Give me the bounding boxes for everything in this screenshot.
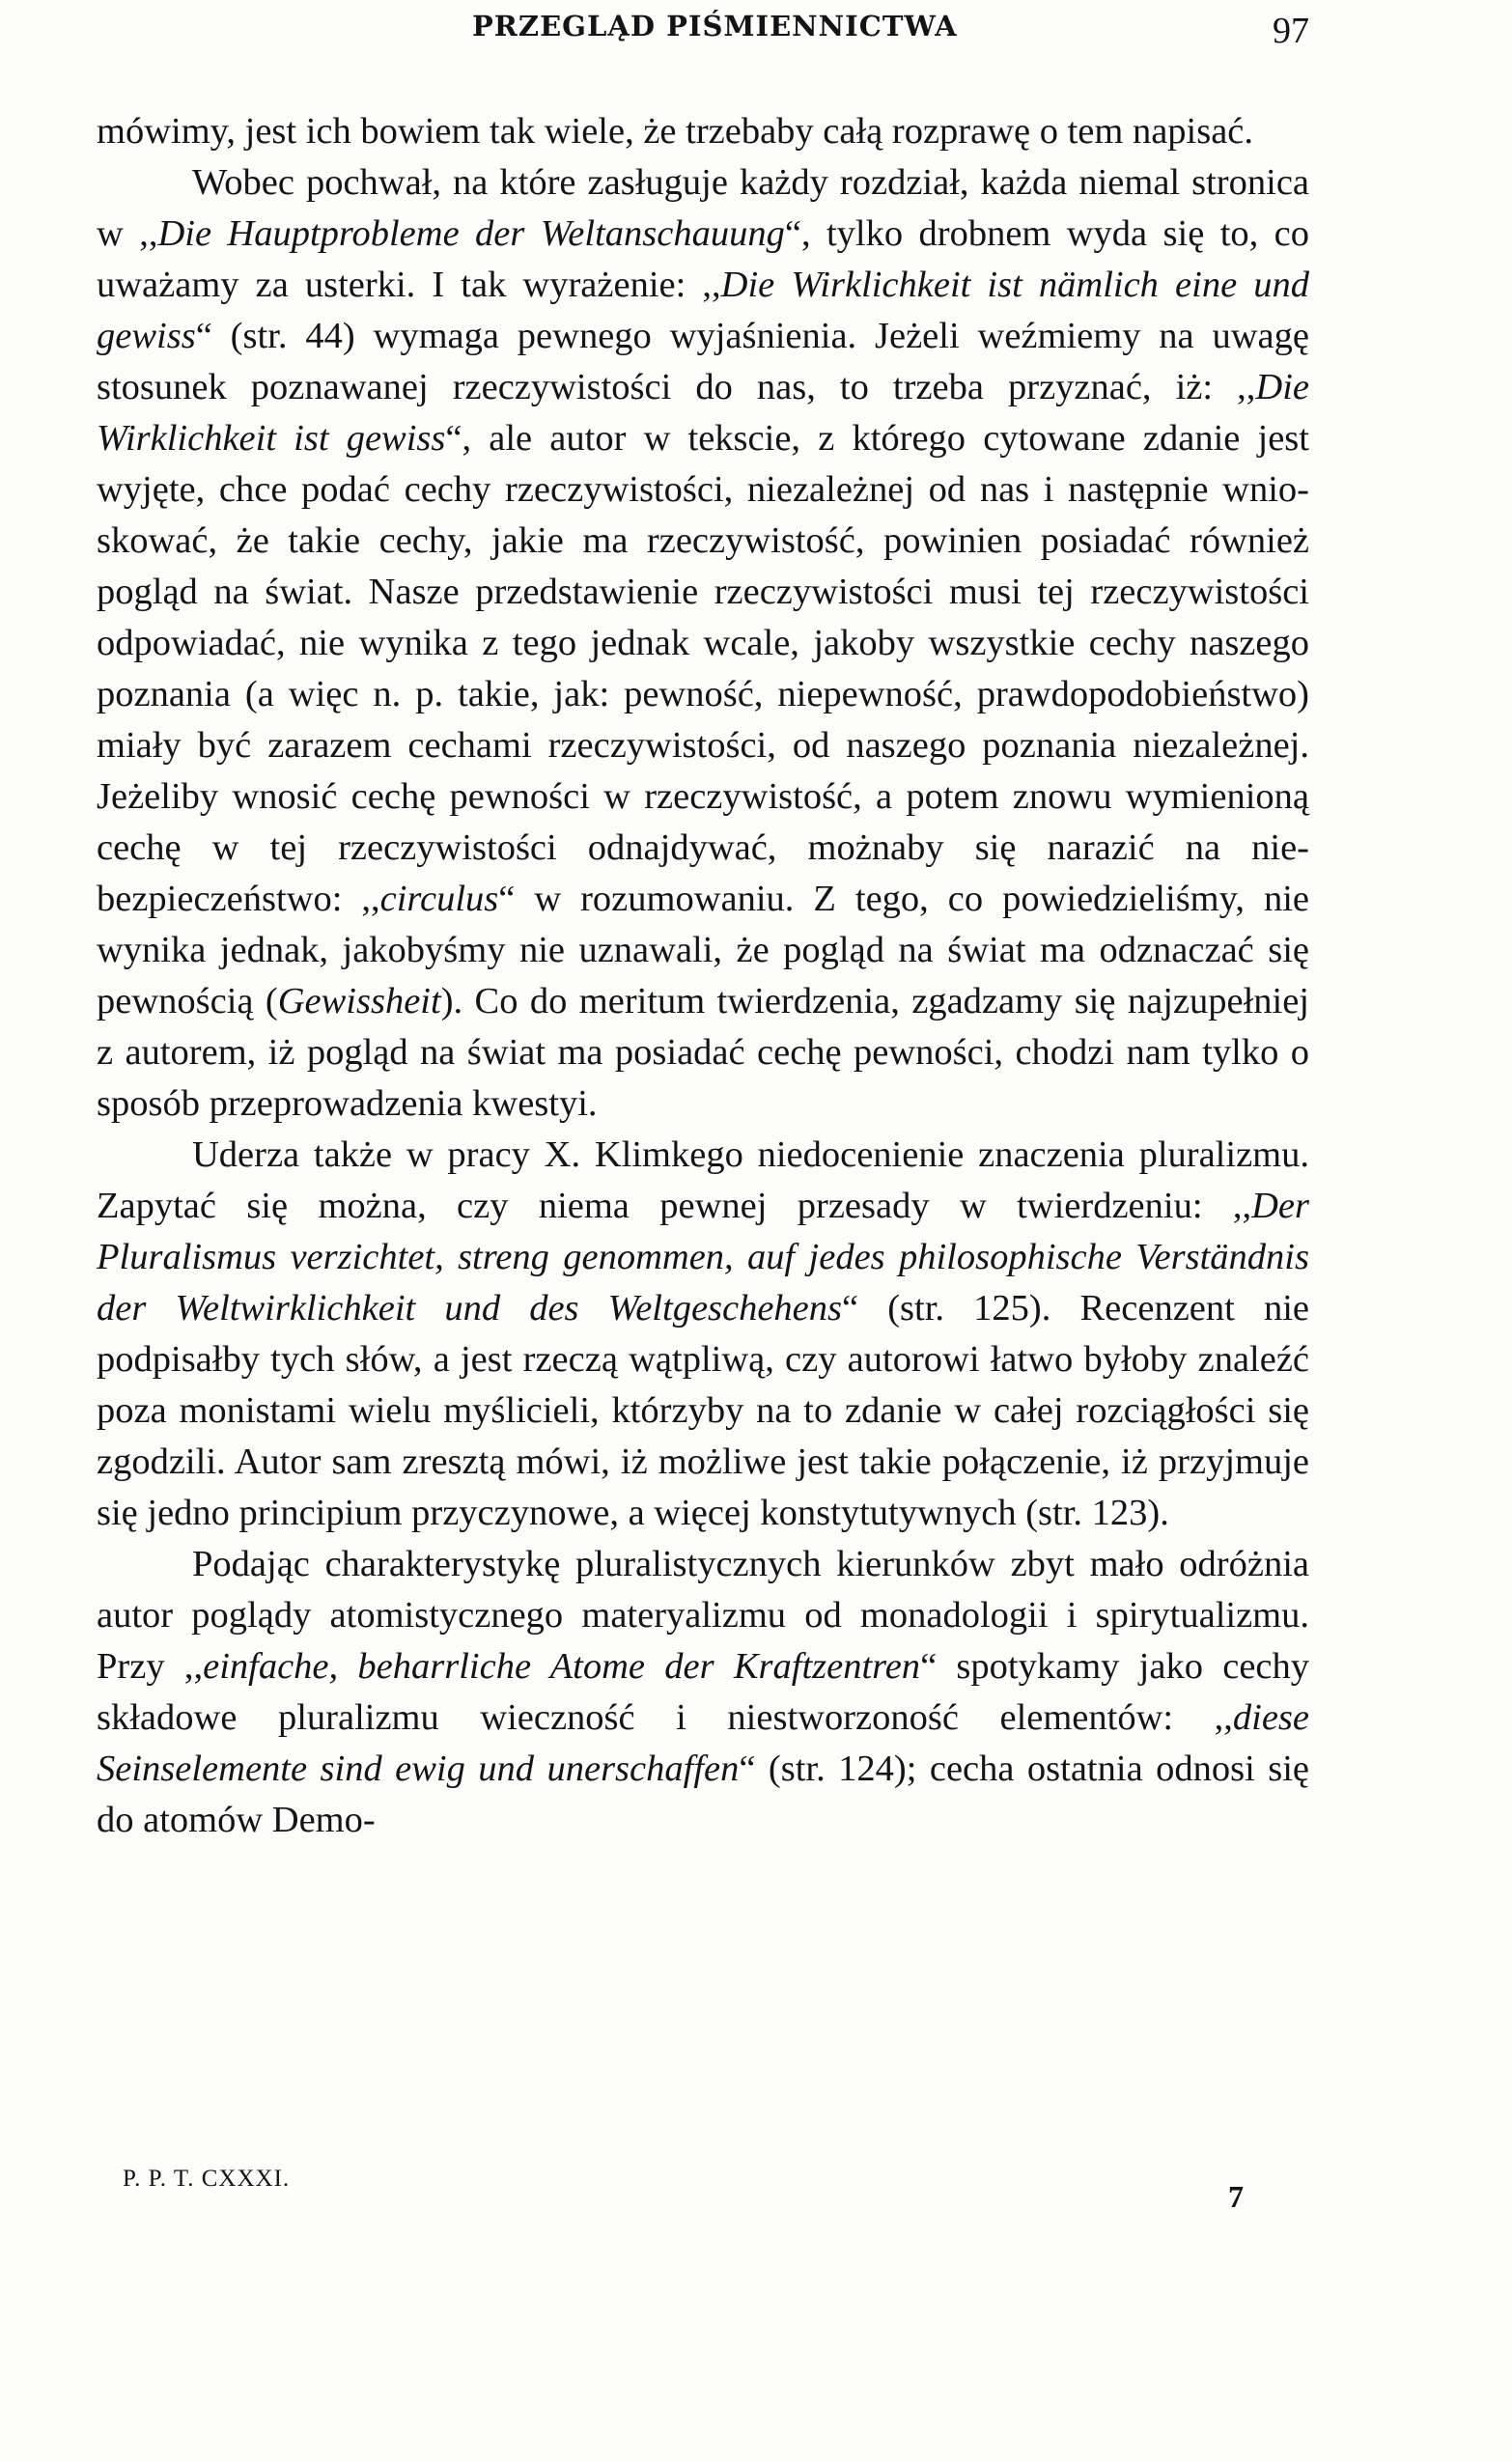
paragraph (97, 1539, 1309, 1846)
text-run: Uderza także w pracy X. Klimkego niedocenienie znaczenia pluralizmu. Zapytać się można, czy niema pewnej przesady w twierdzeniu: ,, (97, 1134, 1309, 1226)
text-run: “ (str. 124); cecha ostatnia odnosi się do atomów Demo- (97, 1749, 1309, 1840)
page-number: 97 (1273, 11, 1309, 51)
text-run: “, ale autor w tekscie, z którego cytowane zdanie jest wyjęte, chce podać cechy rzeczywistości, niezależnej od nas i następnie wnioskować, że takie cechy, jakie ma rzeczywistość, powinien posiadać również pogląd na świat. Nasze przedstawienie rzeczywistości musi tej rzeczywistości odpowiadać, nie wynika z tego jednak wcale, jakoby wszystkie cechy naszego poznania (a więc n. p. takie, jak: pewność, niepewność, prawdopodobieństwo) miały być zarazem cechami rzeczywistości, od naszego poznania niezależnej. Jeżeliby wnosić cechę pewności w rzeczywistość, a potem znowu wymienioną cechę w tej rzeczywistości odnajdywać, możnaby się narazić na niebezpieczeństwo: ,, (97, 418, 1309, 919)
text-run: “ w rozumowaniu. Z tego, co powiedzieliśmy, nie wynika jednak, jakobyśmy nie uznawali, że pogląd na świat ma odznaczać się pewnością ( (97, 879, 1310, 1021)
text-run: Wobec pochwał, na które zasługuje każdy rozdział, każda niemal stronica w ,, (97, 162, 1309, 254)
text-run: ). Co do meritum twierdzenia, zgadzamy się najzupełniej z autorem, iż pogląd na świat ma posiadać cechę pewności, chodzi nam tylko o sposób przeprowadzenia kwestyi. (97, 981, 1309, 1124)
text-run: Podając charakterystykę pluralistycznych kierunków zbyt mało odróżnia autor poglądy atomistycznego materyalizmu od monadologii i spirytualizmu. Przy ,, (97, 1544, 1309, 1687)
italic-quote: circulus (379, 879, 499, 919)
paragraph (97, 106, 1309, 157)
text-run: mówimy, jest ich bowiem tak wiele, że trzebaby całą rozprawę o tem napisać. (97, 111, 1254, 152)
italic-quote: Gewissheit (277, 981, 441, 1021)
text-run: “ (str. 44) wymaga pewnego wyjaśnienia. Jeżeli weźmiemy na uwagę stosunek poznawanej rzeczywistości do nas, to trzeba przyznać, iż: ,, (97, 316, 1309, 407)
text-run: “, tylko drobnem wyda się to, co uważamy za usterki. I tak wyrażenie: ,, (97, 213, 1309, 305)
sheet-number: 7 (1228, 2179, 1244, 2214)
text-run: “ spotykamy jako cechy składowe pluralizmu wieczność i niestworzoność elementów: ,, (97, 1646, 1309, 1738)
italic-quote: Die Hauptprobleme der Weltanschauung (157, 213, 785, 254)
page-footer (97, 2166, 1309, 2224)
paragraph (97, 1130, 1309, 1539)
printer-signature: P. P. T. CXXXI. (123, 2166, 291, 2192)
italic-quote: Die Wirklichkeit ist gewiss (97, 367, 1309, 459)
paragraph (97, 157, 1309, 1130)
italic-quote: Der Pluralismus verzichtet, streng genommen, auf jedes philosophische Verständnis der Weltwirklichkeit und des Weltgeschehens (97, 1186, 1309, 1329)
italic-quote: Die Wirklichkeit ist nämlich eine und gewiss (97, 265, 1309, 356)
text-run: “ (str. 125). Recenzent nie podpisałby tych słów, a jest rzeczą wątpliwą, czy autorowi łatwo byłoby znaleźć poza monistami wielu myślicieli, którzyby na to zdanie w całej rozciągłości się zgodzili. Autor sam zresztą mówi, iż możliwe jest takie połączenie, iż przyjmuje się jedno principium przyczynowe, a więcej konstytutywnych (str. 123). (97, 1288, 1309, 1533)
running-head (97, 10, 1309, 52)
italic-quote: einfache, beharrliche Atome der Kraftzentren (203, 1646, 921, 1687)
italic-quote: diese Seinselemente sind ewig und unerschaffen (97, 1697, 1309, 1789)
body-text (97, 106, 1309, 1846)
running-head-title: PRZEGLĄD PIŚMIENNICTWA (472, 10, 958, 42)
